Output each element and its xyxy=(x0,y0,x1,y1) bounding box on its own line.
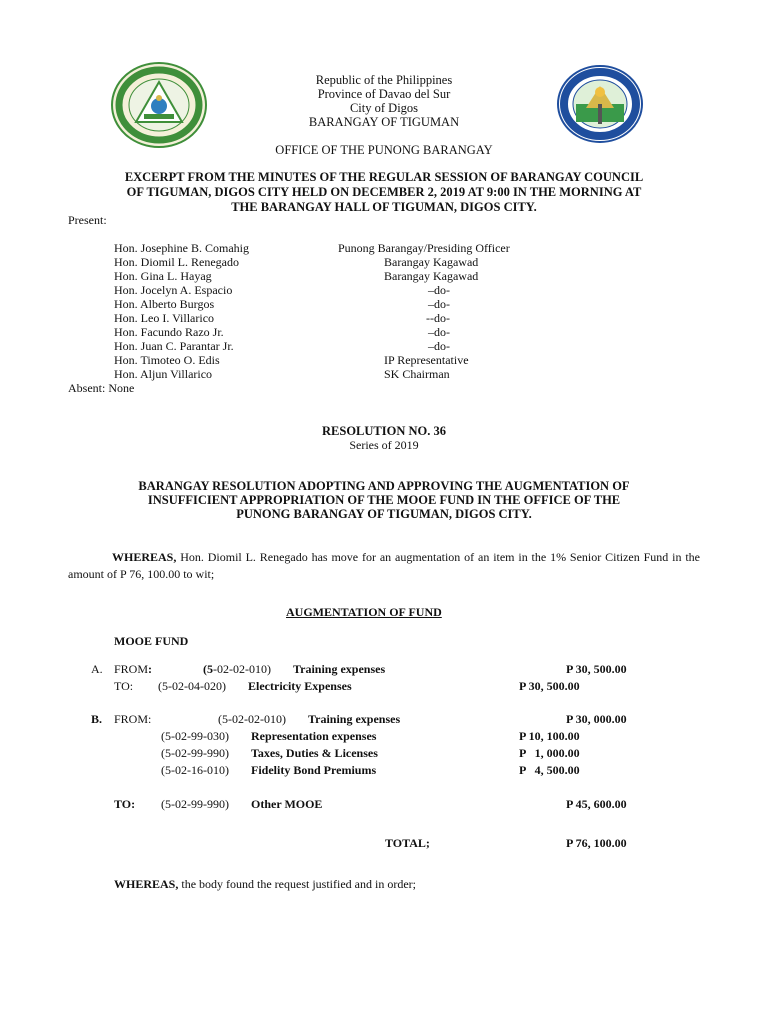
whereas-label: WHEREAS, xyxy=(112,550,177,564)
member-name: Hon. Leo I. Villarico xyxy=(114,311,215,325)
header-barangay: BARANGAY OF TIGUMAN xyxy=(308,115,460,129)
member-position: Barangay Kagawad xyxy=(384,269,479,283)
excerpt-line-2: OF TIGUMAN, DIGOS CITY HELD ON DECEMBER 2, 2019 AT 9:00 IN THE MORNING AT xyxy=(126,185,642,199)
member-name: Hon. Alberto Burgos xyxy=(114,297,215,311)
item-b-item: Taxes, Duties & Licenses xyxy=(251,746,378,760)
member-name: Hon. Jocelyn A. Espacio xyxy=(114,283,233,297)
member-position: –do- xyxy=(428,325,450,339)
member-position: –do- xyxy=(428,339,450,353)
item-b-code: (5-02-99-990) xyxy=(161,746,229,760)
present-label: Present: xyxy=(68,213,107,227)
item-b-from-code: (5-02-02-010) xyxy=(218,712,286,726)
total-amount: P 76, 100.00 xyxy=(566,836,627,850)
member-position: Barangay Kagawad xyxy=(384,255,479,269)
item-b-from-item: Training expenses xyxy=(308,712,401,726)
member-name: Hon. Aljun Villarico xyxy=(114,367,213,381)
member-position: Punong Barangay/Presiding Officer xyxy=(338,241,510,255)
resolution-title-1: BARANGAY RESOLUTION ADOPTING AND APPROVING THE AUGMENTATION OF xyxy=(138,479,630,493)
member-name: Hon. Timoteo O. Edis xyxy=(114,353,220,367)
item-b-from-amount: P 30, 000.00 xyxy=(566,712,627,726)
mooe-fund-label: MOOE FUND xyxy=(114,634,189,648)
augmentation-heading: AUGMENTATION OF FUND xyxy=(286,605,442,619)
member-position: –do- xyxy=(428,283,450,297)
member-position: SK Chairman xyxy=(384,367,450,381)
header-province: Province of Davao del Sur xyxy=(317,87,451,101)
to-label: TO: xyxy=(114,797,136,811)
resolution-series: Series of 2019 xyxy=(349,438,419,452)
item-a-from-amount: P 30, 500.00 xyxy=(566,662,627,676)
item-b-code: (5-02-16-010) xyxy=(161,763,229,777)
to-code: (5-02-99-990) xyxy=(161,797,229,811)
item-a-from-code: (5-02-02-010) xyxy=(203,662,271,676)
header-office: OFFICE OF THE PUNONG BARANGAY xyxy=(275,143,493,157)
item-b-amount: P 10, 100.00 xyxy=(519,729,580,743)
item-b-amount: P 1, 000.00 xyxy=(519,746,580,760)
member-position: IP Representative xyxy=(384,353,469,367)
item-a-to-code: (5-02-04-020) xyxy=(158,679,226,693)
member-name: Hon. Josephine B. Comahig xyxy=(114,241,249,255)
item-a-to-label: TO: xyxy=(114,679,134,693)
member-position: --do- xyxy=(426,311,450,325)
item-a-to-item: Electricity Expenses xyxy=(248,679,352,693)
whereas-label: WHEREAS, xyxy=(114,877,179,891)
absent-label: Absent: None xyxy=(68,381,135,395)
excerpt-line-1: EXCERPT FROM THE MINUTES OF THE REGULAR SESSION OF BARANGAY COUNCIL xyxy=(124,170,644,184)
total-label: TOTAL; xyxy=(385,836,430,850)
item-a-letter: A. xyxy=(91,662,103,676)
member-name: Hon. Facundo Razo Jr. xyxy=(114,325,224,339)
item-b-item: Representation expenses xyxy=(251,729,377,743)
member-position: –do- xyxy=(428,297,450,311)
whereas-paragraph-2 xyxy=(114,877,416,891)
resolution-number: RESOLUTION NO. 36 xyxy=(322,424,446,438)
whereas-paragraph-1 xyxy=(68,549,700,583)
excerpt-line-3: THE BARANGAY HALL OF TIGUMAN, DIGOS CITY. xyxy=(231,200,537,214)
header-city: City of Digos xyxy=(349,101,419,115)
resolution-title-3: PUNONG BARANGAY OF TIGUMAN, DIGOS CITY. xyxy=(236,507,532,521)
whereas-text: the body found the request justified and in order; xyxy=(178,877,416,891)
item-b-from-label: FROM: xyxy=(114,712,152,726)
to-item: Other MOOE xyxy=(251,797,323,811)
item-b-item: Fidelity Bond Premiums xyxy=(251,763,377,777)
item-a-from-item: Training expenses xyxy=(293,662,386,676)
resolution-title-2: INSUFFICIENT APPROPRIATION OF THE MOOE FUND IN THE OFFICE OF THE xyxy=(147,493,621,507)
member-name: Hon. Diomil L. Renegado xyxy=(114,255,239,269)
member-name: Hon. Juan C. Parantar Jr. xyxy=(114,339,234,353)
item-b-letter: B. xyxy=(91,712,103,726)
item-a-to-amount: P 30, 500.00 xyxy=(519,679,580,693)
whereas-text: Hon. Diomil L. Renegado has move for an augmentation of an item in the 1% Senior Citizen Fund in the amount of P 76, 100.00 to wit; xyxy=(68,550,700,581)
item-b-amount: P 4, 500.00 xyxy=(519,763,580,777)
member-name: Hon. Gina L. Hayag xyxy=(114,269,212,283)
to-amount: P 45, 600.00 xyxy=(566,797,627,811)
item-b-code: (5-02-99-030) xyxy=(161,729,229,743)
item-a-from-label: FROM: xyxy=(114,662,153,676)
header-republic: Republic of the Philippines xyxy=(315,73,453,87)
